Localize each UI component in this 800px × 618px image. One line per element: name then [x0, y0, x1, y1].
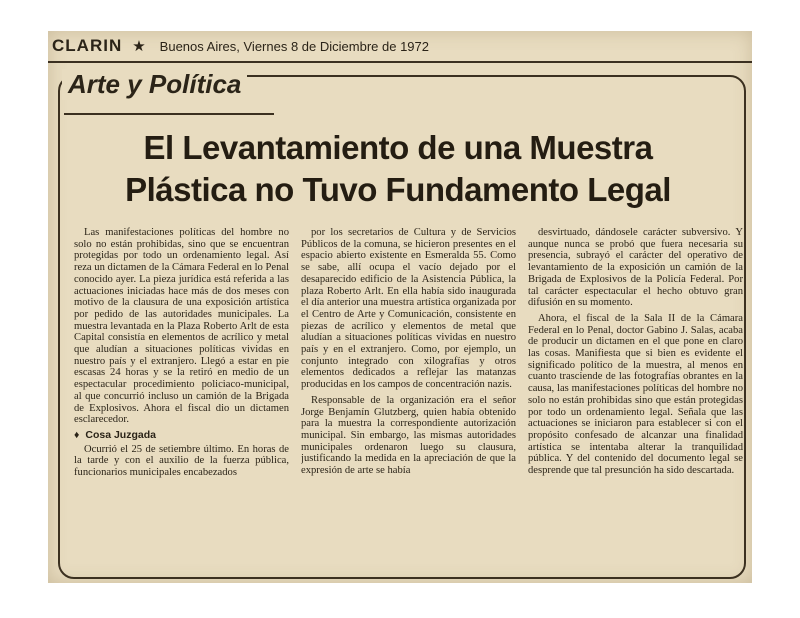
- article-body: [74, 227, 744, 567]
- subheading: [74, 430, 289, 442]
- section-rule: [64, 113, 274, 115]
- dateline: Buenos Aires, Viernes 8 de Diciembre de 1972: [159, 38, 429, 54]
- headline-line-2: Plástica no Tuvo Fundamento Legal: [125, 171, 671, 208]
- newspaper-name: CLARIN: [52, 36, 123, 55]
- paragraph: Ocurrió el 25 de setiembre último. En horas de la tarde y con el auxilio de la fuerza pública, funcionarios municipales encabezados: [74, 443, 289, 479]
- article-column-2: [301, 227, 516, 567]
- paragraph: por los secretarios de Cultura y de Servicios Públicos de la comuna, se hicieron presentes en el espacio abierto existente en Esmeralda 55. Como se sabe, allí ocupa el vacío dejado por el desaparecido edificio de la Asistencia Pública, la plaza Roberto Arlt. En ella había sido inaugurada el día anterior una muestra artística organizada por el Centro de Arte y Comunicación, consistente en piezas de acrílico y elementos de metal que aludían a situaciones políticas vividas en nuestro país y en el extranjero. Como, por ejemplo, un conjunto integrado con xilografías y otros elementos dedicados a reflejar las matanzas producidas en los campos de concentración nazis.: [301, 227, 516, 391]
- paragraph: desvirtuado, dándosele carácter subversivo. Y aunque nunca se probó que fuera necesaria su presencia, subrayó el carácter del operativo de levantamiento de la exposición un camión de la Brigada de Explosivos de la Policía Federal. Por tal carácter espectacular el hecho obtuvo gran difusión en su momento.: [528, 227, 743, 309]
- subheading-text: Cosa Juzgada: [85, 428, 156, 441]
- article-column-3: [528, 227, 743, 567]
- diamond-icon: ♦: [74, 428, 80, 441]
- star-icon: ★: [132, 38, 146, 55]
- article-column-1: [74, 227, 289, 567]
- paragraph: Ahora, el fiscal de la Sala II de la Cámara Federal en lo Penal, doctor Gabino J. Salas, acaba de producir un dictamen en el que pone en claro las cosas. Manifiesta que si bien es evidente el significado político de la muestra, al menos en cuanto trasciende de las fotografías obrantes en la causa, las manifestaciones políticas del hombre no solo no están prohibidas sino que están protegidas por todo un ordenamiento legal. Señala que las actuaciones se iniciaron para establecer si con el propósito confesado de alcanzar una finalidad artística se intentaba alterar la tranquilidad pública. Y del contenido del documento legal se desprende que tal presunción ha sido descartada.: [528, 312, 743, 477]
- masthead: [48, 31, 752, 63]
- section-label: Arte y Política: [62, 69, 247, 100]
- newspaper-clipping: [48, 31, 752, 583]
- paragraph: Responsable de la organización era el señor Jorge Benjamín Glutzberg, quien había obtenido para la muestra la correspondiente autorización municipal. Sin embargo, las mismas autoridades municipales ordenaron luego su clausura, justificando la medida en la apreciación de que la expresión de arte se había: [301, 394, 516, 477]
- headline: [78, 127, 718, 211]
- paragraph: Las manifestaciones políticas del hombre no solo no están prohibidas, sino que se encuentran protegidas por todo un ordenamiento legal. Así reza un dictamen de la Cámara Federal en lo Penal conocido ayer. La pieza jurídica está referida a las actuaciones iniciadas hace más de dos meses con motivo de la clausura de una exposición artística por pedido de las autoridades municipales. La muestra levantada en la Plaza Roberto Arlt de esta Capital consistía en elementos de acrílico y metal que aludían a situaciones políticas vividas en nuestro país y el extranjero. Llegó a estar en pie escasas 24 horas y se la retiró en medio de un espectacular procedimiento policiaco-municipal, al que concurrió incluso un camión de la Brigada de Explosivos. Ahora el fiscal dio un dictamen esclarecedor.: [74, 227, 289, 426]
- headline-line-1: El Levantamiento de una Muestra: [143, 129, 653, 166]
